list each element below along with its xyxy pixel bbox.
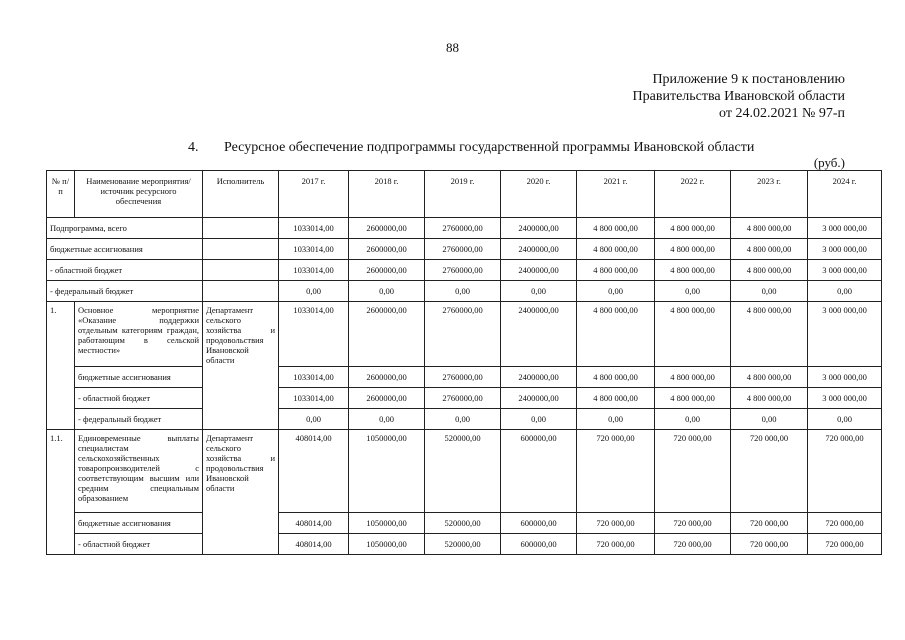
value-cell: 2760000,00 — [425, 302, 501, 367]
value-cell: 4 800 000,00 — [731, 260, 808, 281]
header-year: 2020 г. — [501, 171, 577, 218]
value-cell: 4 800 000,00 — [731, 388, 808, 409]
value-cell: 1033014,00 — [279, 239, 349, 260]
table-row — [47, 534, 882, 555]
table-row — [47, 281, 882, 302]
value-cell: 520000,00 — [425, 513, 501, 534]
executor-cell — [203, 218, 279, 239]
value-cell: 3 000 000,00 — [808, 239, 882, 260]
value-cell: 1050000,00 — [349, 513, 425, 534]
appendix-header — [633, 71, 845, 122]
value-cell: 4 800 000,00 — [577, 218, 655, 239]
executor-cell: Департамент сельского хозяйства и продовольствия Ивановской области — [203, 430, 279, 555]
header-executor: Исполнитель — [203, 171, 279, 218]
value-cell: 4 800 000,00 — [655, 302, 731, 367]
value-cell: 4 800 000,00 — [655, 239, 731, 260]
value-cell: 4 800 000,00 — [577, 302, 655, 367]
value-cell: 2600000,00 — [349, 302, 425, 367]
value-cell: 0,00 — [501, 409, 577, 430]
appendix-line-2: Правительства Ивановской области — [632, 89, 845, 104]
table-row — [47, 239, 882, 260]
header-year: 2017 г. — [279, 171, 349, 218]
section-number: 4. — [188, 140, 199, 155]
value-cell: 1033014,00 — [279, 367, 349, 388]
value-cell: 520000,00 — [425, 430, 501, 513]
value-cell: 2600000,00 — [349, 367, 425, 388]
value-cell: 408014,00 — [279, 534, 349, 555]
resource-table — [46, 170, 882, 555]
value-cell: 720 000,00 — [655, 430, 731, 513]
value-cell: 0,00 — [577, 281, 655, 302]
value-cell: 0,00 — [501, 281, 577, 302]
row-label: - областной бюджет — [75, 388, 203, 409]
value-cell: 0,00 — [655, 281, 731, 302]
value-cell: 0,00 — [808, 281, 882, 302]
header-no: № п/п — [47, 171, 75, 218]
value-cell: 1050000,00 — [349, 430, 425, 513]
value-cell: 2600000,00 — [349, 260, 425, 281]
value-cell: 0,00 — [655, 409, 731, 430]
table-row — [47, 260, 882, 281]
header-year: 2018 г. — [349, 171, 425, 218]
value-cell: 1033014,00 — [279, 302, 349, 367]
row-label: - областной бюджет — [47, 260, 203, 281]
value-cell: 0,00 — [731, 281, 808, 302]
value-cell: 2600000,00 — [349, 218, 425, 239]
value-cell: 4 800 000,00 — [577, 367, 655, 388]
value-cell: 4 800 000,00 — [577, 260, 655, 281]
row-label: бюджетные ассигнования — [75, 367, 203, 388]
value-cell: 3 000 000,00 — [808, 367, 882, 388]
value-cell: 2760000,00 — [425, 239, 501, 260]
value-cell: 720 000,00 — [577, 430, 655, 513]
table-header-row — [47, 171, 882, 218]
activity-name: Основное мероприятие «Оказание поддержки отдельным категориям граждан, работающим в сельской местности» — [75, 302, 203, 367]
value-cell: 3 000 000,00 — [808, 302, 882, 367]
value-cell: 0,00 — [808, 409, 882, 430]
executor-cell — [203, 260, 279, 281]
appendix-line-1: Приложение 9 к постановлению — [652, 72, 845, 87]
table-row — [47, 302, 882, 367]
header-name: Наименование мероприятия/источник ресурсного обеспечения — [75, 171, 203, 218]
value-cell: 0,00 — [577, 409, 655, 430]
value-cell: 720 000,00 — [655, 534, 731, 555]
value-cell: 2600000,00 — [349, 388, 425, 409]
header-year: 2023 г. — [731, 171, 808, 218]
value-cell: 720 000,00 — [808, 513, 882, 534]
page-number: 88 — [446, 40, 459, 55]
value-cell: 3 000 000,00 — [808, 260, 882, 281]
value-cell: 600000,00 — [501, 430, 577, 513]
value-cell: 600000,00 — [501, 534, 577, 555]
table-row — [47, 218, 882, 239]
value-cell: 2400000,00 — [501, 239, 577, 260]
value-cell: 2760000,00 — [425, 218, 501, 239]
table-row — [47, 513, 882, 534]
table-row — [47, 388, 882, 409]
value-cell: 720 000,00 — [731, 430, 808, 513]
value-cell: 2400000,00 — [501, 388, 577, 409]
value-cell: 3 000 000,00 — [808, 218, 882, 239]
value-cell: 2760000,00 — [425, 260, 501, 281]
value-cell: 4 800 000,00 — [577, 239, 655, 260]
header-year: 2021 г. — [577, 171, 655, 218]
row-label: - федеральный бюджет — [75, 409, 203, 430]
header-year: 2019 г. — [425, 171, 501, 218]
value-cell: 3 000 000,00 — [808, 388, 882, 409]
executor-cell — [203, 239, 279, 260]
row-label: бюджетные ассигнования — [75, 513, 203, 534]
value-cell: 4 800 000,00 — [731, 218, 808, 239]
value-cell: 1050000,00 — [349, 534, 425, 555]
value-cell: 600000,00 — [501, 513, 577, 534]
value-cell: 720 000,00 — [655, 513, 731, 534]
value-cell: 0,00 — [279, 409, 349, 430]
value-cell: 408014,00 — [279, 430, 349, 513]
value-cell: 0,00 — [349, 409, 425, 430]
executor-cell — [203, 281, 279, 302]
value-cell: 408014,00 — [279, 513, 349, 534]
value-cell: 2400000,00 — [501, 260, 577, 281]
table-row — [47, 409, 882, 430]
value-cell: 0,00 — [349, 281, 425, 302]
value-cell: 4 800 000,00 — [655, 260, 731, 281]
value-cell: 4 800 000,00 — [655, 388, 731, 409]
value-cell: 720 000,00 — [731, 534, 808, 555]
table-row — [47, 430, 882, 513]
section-title-text: Ресурсное обеспечение подпрограммы государственной программы Ивановской области — [224, 140, 755, 155]
value-cell: 2400000,00 — [501, 367, 577, 388]
row-label: - областной бюджет — [75, 534, 203, 555]
value-cell: 2600000,00 — [349, 239, 425, 260]
value-cell: 720 000,00 — [577, 513, 655, 534]
value-cell: 720 000,00 — [808, 430, 882, 513]
value-cell: 4 800 000,00 — [577, 388, 655, 409]
value-cell: 1033014,00 — [279, 388, 349, 409]
row-label: Подпрограмма, всего — [47, 218, 203, 239]
value-cell: 0,00 — [425, 281, 501, 302]
value-cell: 2760000,00 — [425, 367, 501, 388]
activity-name: Единовременные выплаты специалистам сельскохозяйственных товаропроизводителей с соответствующим высшим или средним специальным образованием — [75, 430, 203, 513]
row-number: 1. — [47, 302, 75, 430]
section-title — [188, 140, 754, 156]
value-cell: 4 800 000,00 — [655, 367, 731, 388]
value-cell: 2760000,00 — [425, 388, 501, 409]
value-cell: 4 800 000,00 — [655, 218, 731, 239]
value-cell: 720 000,00 — [808, 534, 882, 555]
header-year: 2024 г. — [808, 171, 882, 218]
value-cell: 1033014,00 — [279, 218, 349, 239]
value-cell: 520000,00 — [425, 534, 501, 555]
value-cell: 2400000,00 — [501, 302, 577, 367]
value-cell: 4 800 000,00 — [731, 367, 808, 388]
value-cell: 4 800 000,00 — [731, 239, 808, 260]
row-label: бюджетные ассигнования — [47, 239, 203, 260]
row-label: - федеральный бюджет — [47, 281, 203, 302]
value-cell: 720 000,00 — [731, 513, 808, 534]
value-cell: 0,00 — [731, 409, 808, 430]
header-year: 2022 г. — [655, 171, 731, 218]
value-cell: 0,00 — [279, 281, 349, 302]
executor-cell: Департамент сельского хозяйства и продовольствия Ивановской области — [203, 302, 279, 430]
appendix-line-3: от 24.02.2021 № 97-п — [719, 106, 845, 121]
value-cell: 4 800 000,00 — [731, 302, 808, 367]
value-cell: 720 000,00 — [577, 534, 655, 555]
value-cell: 0,00 — [425, 409, 501, 430]
value-cell: 2400000,00 — [501, 218, 577, 239]
value-cell: 1033014,00 — [279, 260, 349, 281]
row-number: 1.1. — [47, 430, 75, 555]
currency-unit: (руб.) — [813, 155, 845, 170]
table-row — [47, 367, 882, 388]
